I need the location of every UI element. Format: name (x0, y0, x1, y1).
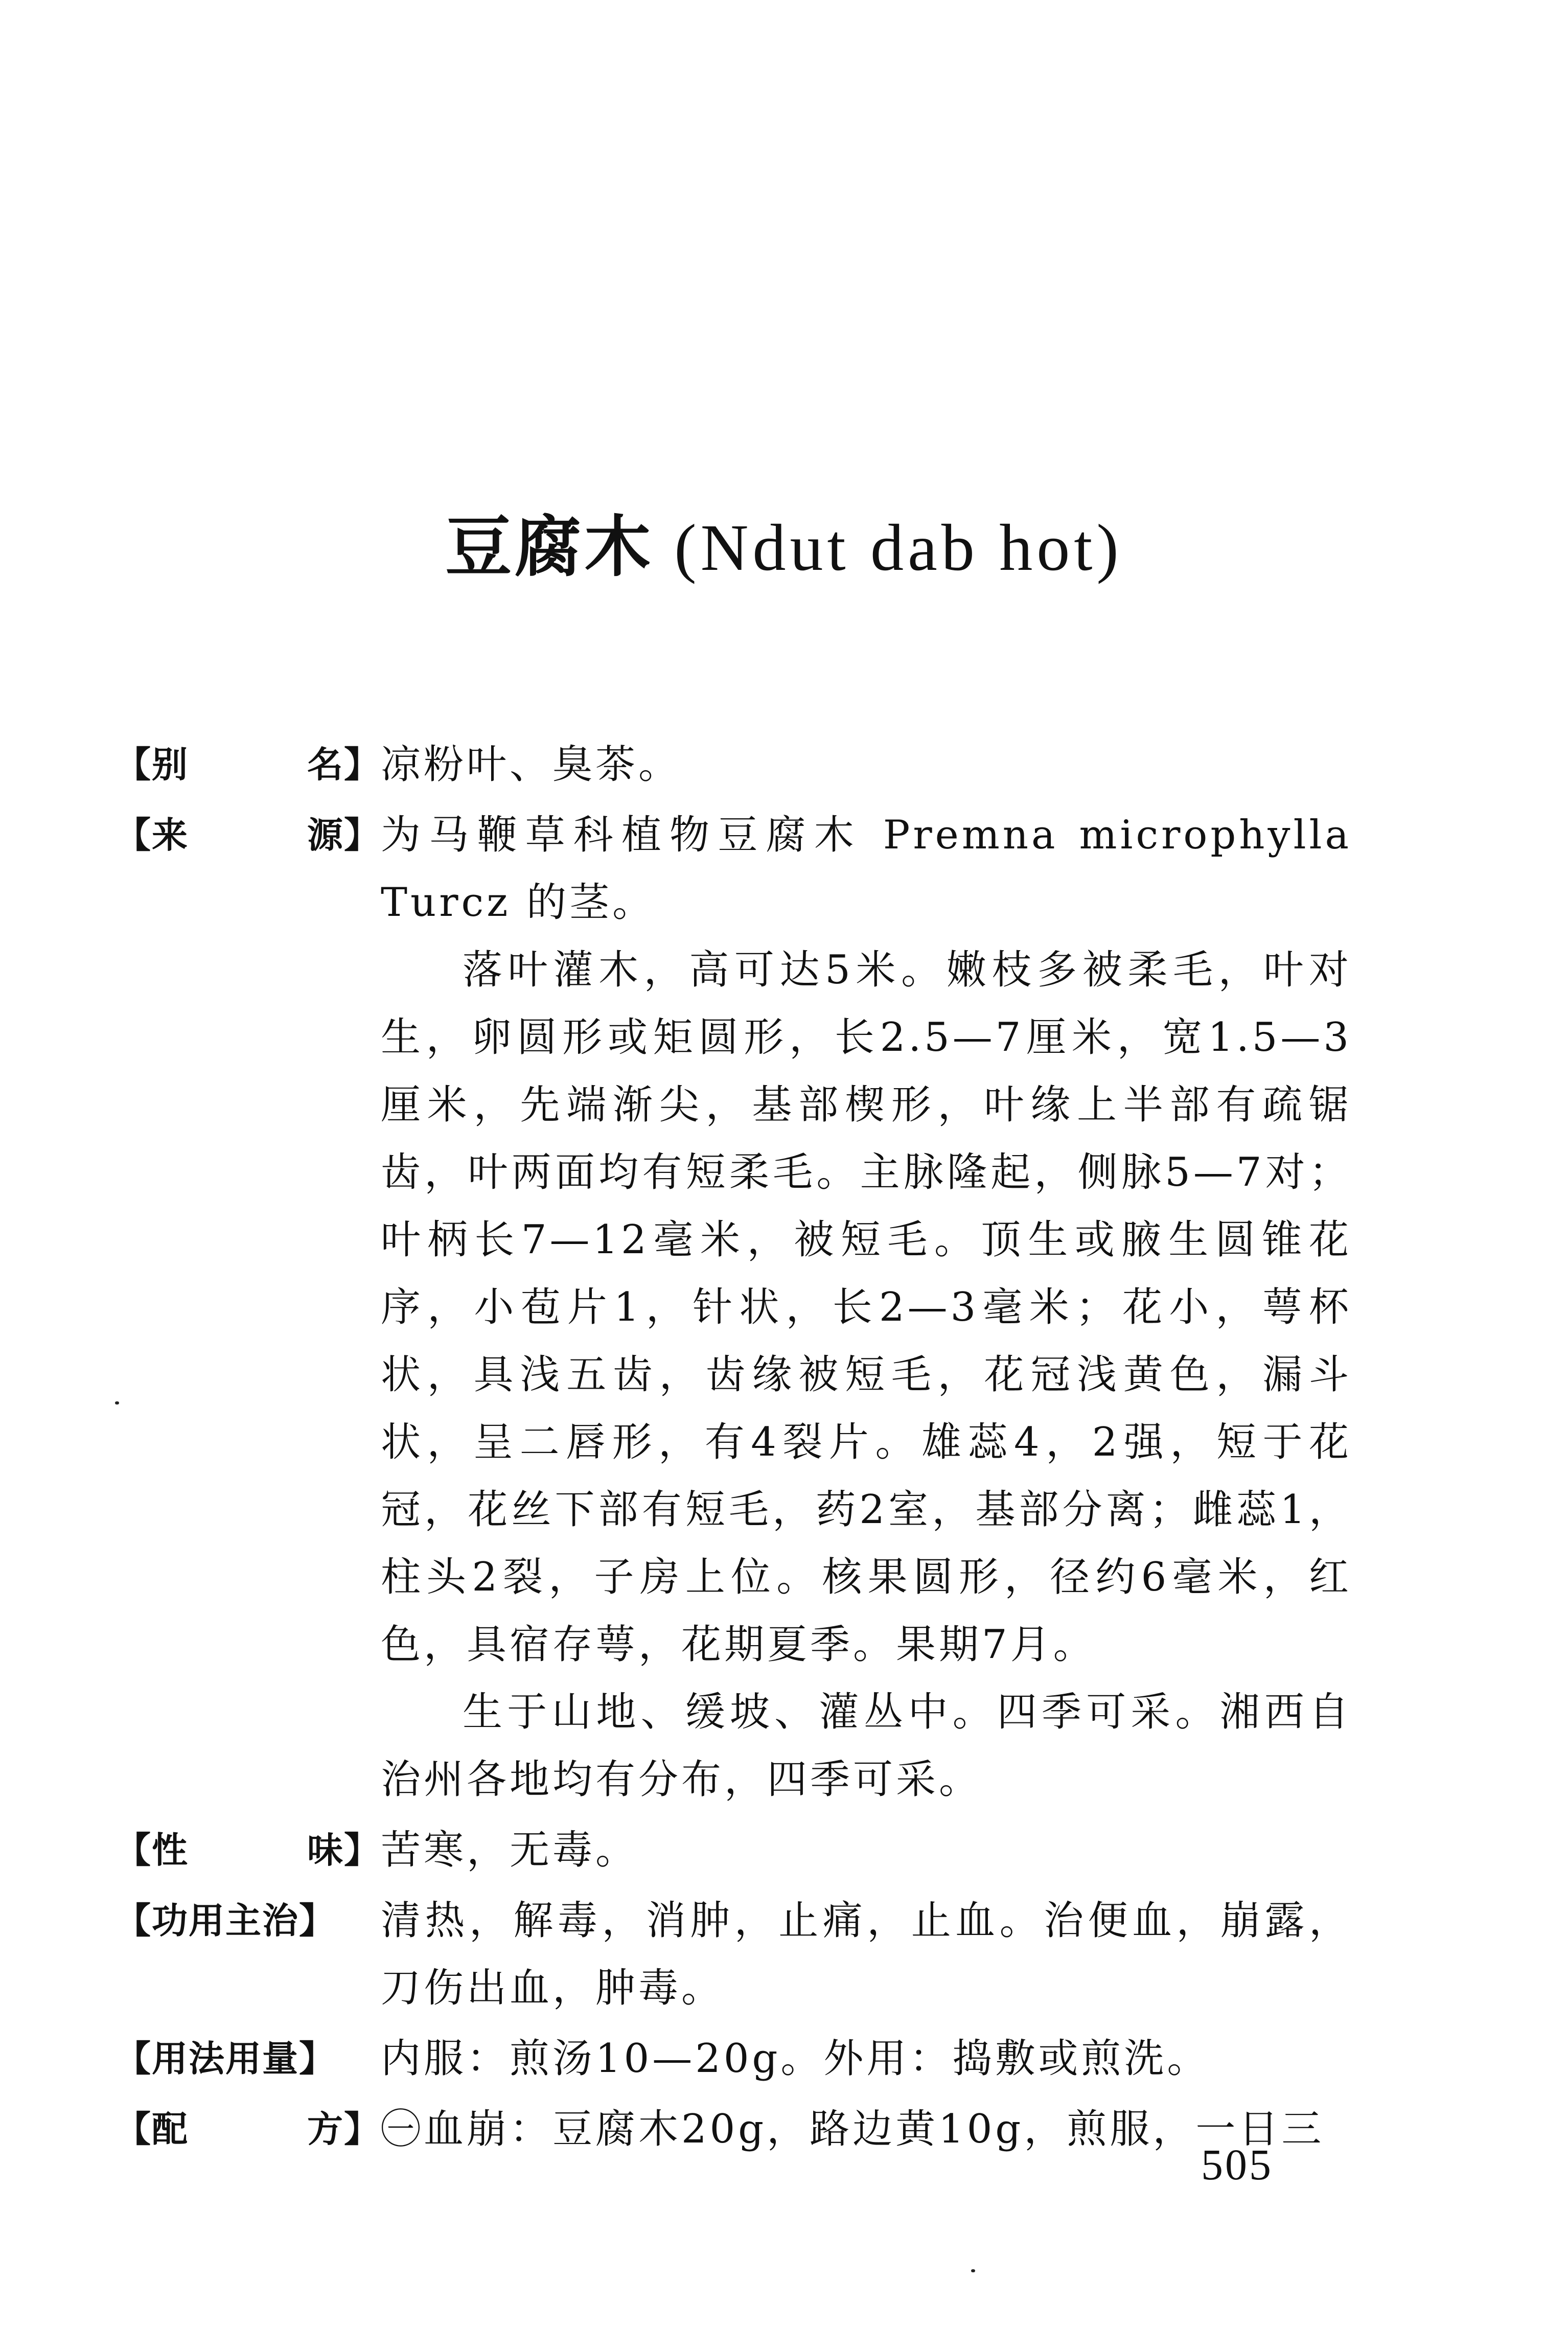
entry-label (115, 731, 381, 798)
entry-label (115, 1816, 381, 1884)
entry-content (381, 2025, 1352, 2092)
entry-taste (115, 1816, 1352, 1884)
entry-paragraph: 为马鞭草科植物豆腐木 Premna microphylla Turcz 的茎。 (381, 812, 1352, 926)
entry-paragraph: 内服：煎汤10—20g。外用：捣敷或煎洗。 (381, 2036, 1210, 2082)
title-chinese: 豆腐木 (445, 508, 654, 586)
label-right: 名】 (307, 744, 381, 786)
label-left: 【别 (115, 744, 189, 786)
entry-label (115, 1887, 381, 1954)
entry-dosage (115, 2025, 1352, 2092)
label-left: 【配 (115, 2108, 189, 2150)
entry-paragraph: 生于山地、缓坡、灌丛中。四季可采。湘西自治州各地均有分布，四季可采。 (381, 1689, 1352, 1803)
entry-indications (115, 1887, 1352, 2022)
entry-content (381, 1816, 1352, 1884)
entry-list (115, 731, 1352, 2166)
page-title (0, 503, 1568, 591)
page-number: 505 (1201, 2140, 1273, 2189)
label-right: 味】 (307, 1829, 381, 1871)
entry-source (115, 801, 1352, 1813)
title-latin: (Ndut dab hot) (674, 511, 1123, 585)
entry-content (381, 731, 1352, 798)
entry-content (381, 1887, 1352, 2022)
label-right: 方】 (307, 2108, 381, 2150)
scan-speck (971, 2269, 975, 2272)
entry-paragraph: 清热，解毒，消肿，止痛，止血。治便血，崩露，刀伤出血，肿毒。 (381, 1898, 1352, 2011)
entry-label (115, 801, 381, 869)
label-left: 【性 (115, 1829, 189, 1871)
entry-label (115, 2025, 381, 2092)
entry-paragraph: 苦寒，无毒。 (381, 1827, 639, 1873)
label-left: 【用法用量】 (115, 2038, 336, 2080)
entry-paragraph: ㊀血崩：豆腐木20g，路边黄10g，煎服，一日三 (381, 2106, 1325, 2152)
entry-content (381, 801, 1352, 1813)
entry-prescription (115, 2095, 1352, 2163)
entry-paragraph: 凉粉叶、臭茶。 (381, 742, 682, 788)
entry-paragraph: 落叶灌木，高可达5米。嫩枝多被柔毛，叶对生，卵圆形或矩圆形，长2.5—7厘米，宽1.5—3厘米，先端渐尖，基部楔形，叶缘上半部有疏锯齿，叶两面均有短柔毛。主脉隆起，侧脉5—7对；叶柄长7—12毫米，被短毛。顶生或腋生圆锥花序，小苞片1，针状，长2—3毫米；花小，萼杯状，具浅五齿，齿缘被短毛，花冠浅黄色，漏斗状，呈二唇形，有4裂片。雄蕊4，2强，短于花冠，花丝下部有短毛，药2室，基部分离；雌蕊1，柱头2裂，子房上位。核果圆形，径约6毫米，红色，具宿存萼，花期夏季。果期7月。 (381, 947, 1352, 1668)
entry-alias (115, 731, 1352, 798)
entry-label (115, 2095, 381, 2163)
label-left: 【功用主治】 (115, 1900, 336, 1942)
scan-speck (115, 1401, 119, 1404)
label-right: 源】 (307, 814, 381, 856)
label-left: 【来 (115, 814, 189, 856)
